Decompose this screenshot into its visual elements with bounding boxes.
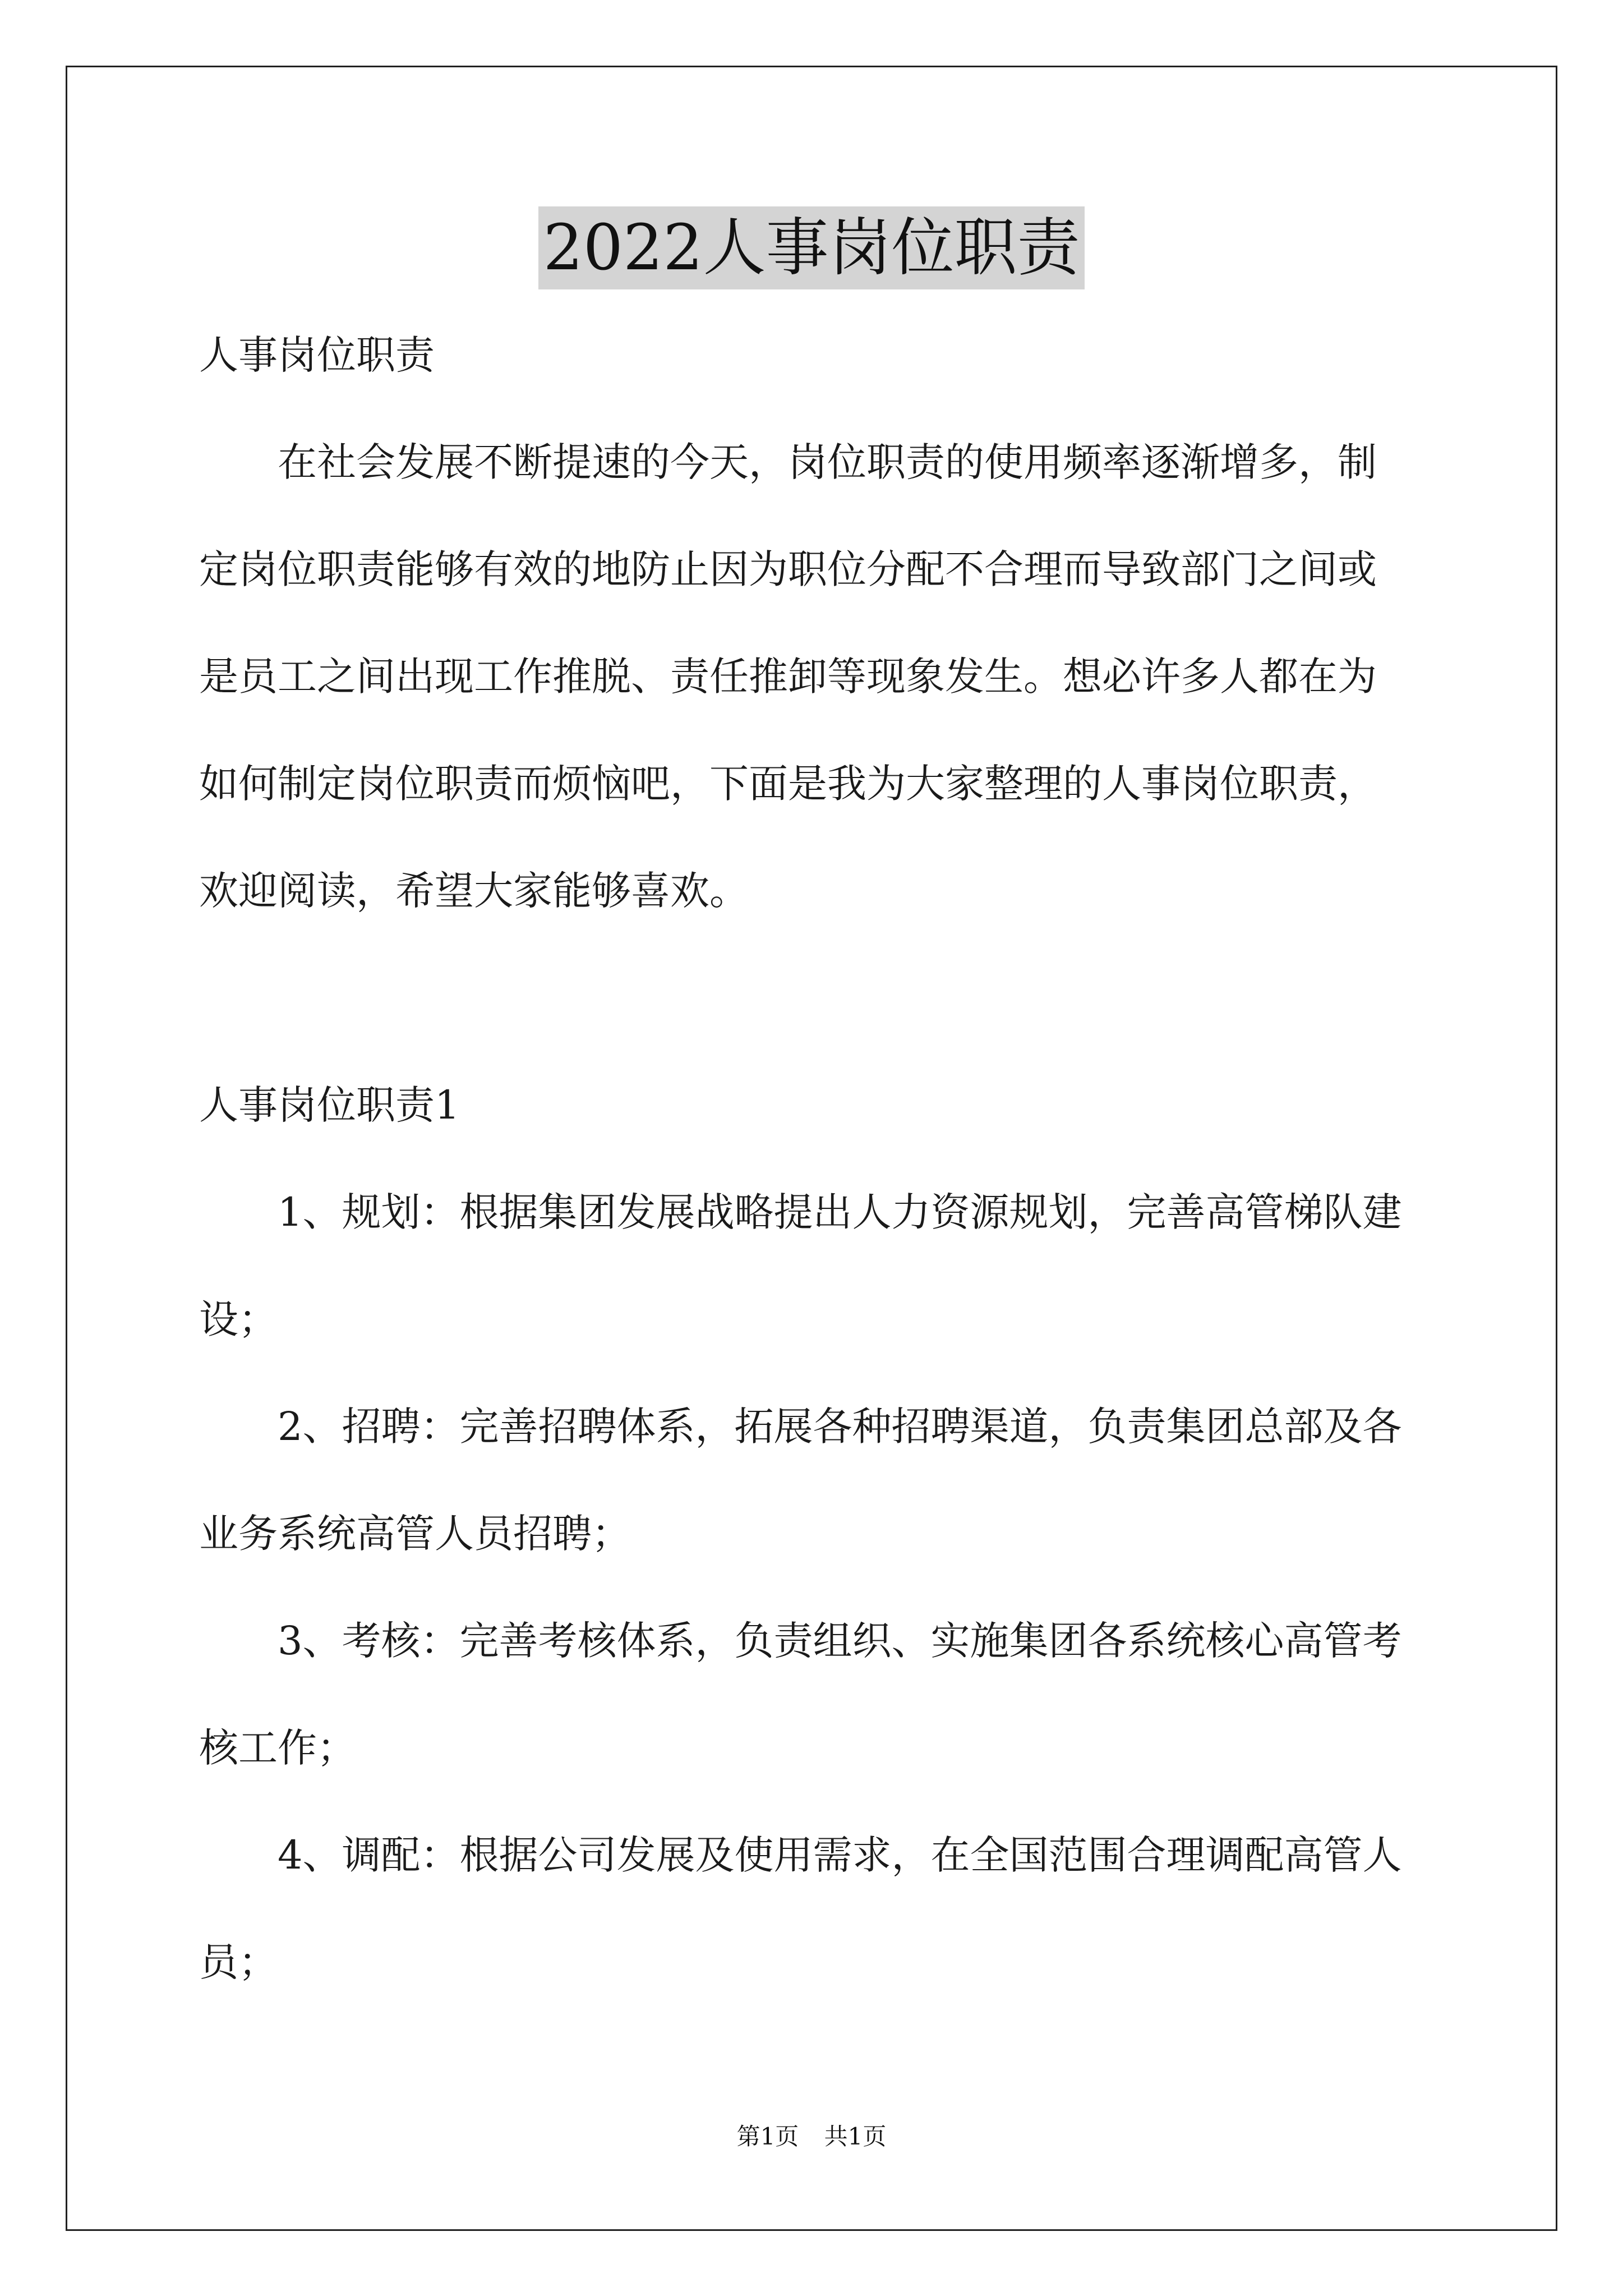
title-container (0, 206, 1623, 289)
item-4-line-2: 员； (199, 1939, 278, 1985)
page-footer (0, 2121, 1623, 2152)
item-2-line-1: 2、招聘：完善招聘体系，拓展各种招聘渠道，负责集团总部及各 (278, 1404, 1402, 1450)
intro-line: 是员工之间出现工作推脱、责任推卸等现象发生。想必许多人都在为 (199, 654, 1377, 700)
item-3-line-1: 3、考核：完善考核体系，负责组织、实施集团各系统核心高管考 (278, 1618, 1402, 1664)
intro-line: 在社会发展不断提速的今天，岗位职责的使用频率逐渐增多，制 (278, 439, 1377, 485)
item-1-line-1: 1、规划：根据集团发展战略提出人力资源规划，完善高管梯队建 (278, 1189, 1402, 1235)
document-title: 2022人事岗位职责 (538, 206, 1084, 289)
item-2-line-2: 业务系统高管人员招聘； (199, 1511, 631, 1557)
item-1-line-2: 设； (199, 1296, 278, 1342)
item-4-line-1: 4、调配：根据公司发展及使用需求，在全国范围合理调配高管人 (278, 1832, 1402, 1878)
item-3-line-2: 核工作； (199, 1725, 356, 1771)
intro-line: 如何制定岗位职责而烦恼吧，下面是我为大家整理的人事岗位职责， (199, 761, 1377, 807)
section-heading: 人事岗位职责1 (199, 1082, 460, 1128)
intro-heading: 人事岗位职责 (199, 332, 435, 378)
intro-line: 定岗位职责能够有效的地防止因为职位分配不合理而导致部门之间或 (199, 546, 1377, 592)
document-body (199, 302, 1433, 2016)
page-total: 共1页 (824, 2123, 887, 2150)
intro-line: 欢迎阅读，希望大家能够喜欢。 (199, 868, 749, 914)
paragraph-gap (199, 945, 1433, 1052)
page-number: 第1页 (736, 2123, 799, 2150)
